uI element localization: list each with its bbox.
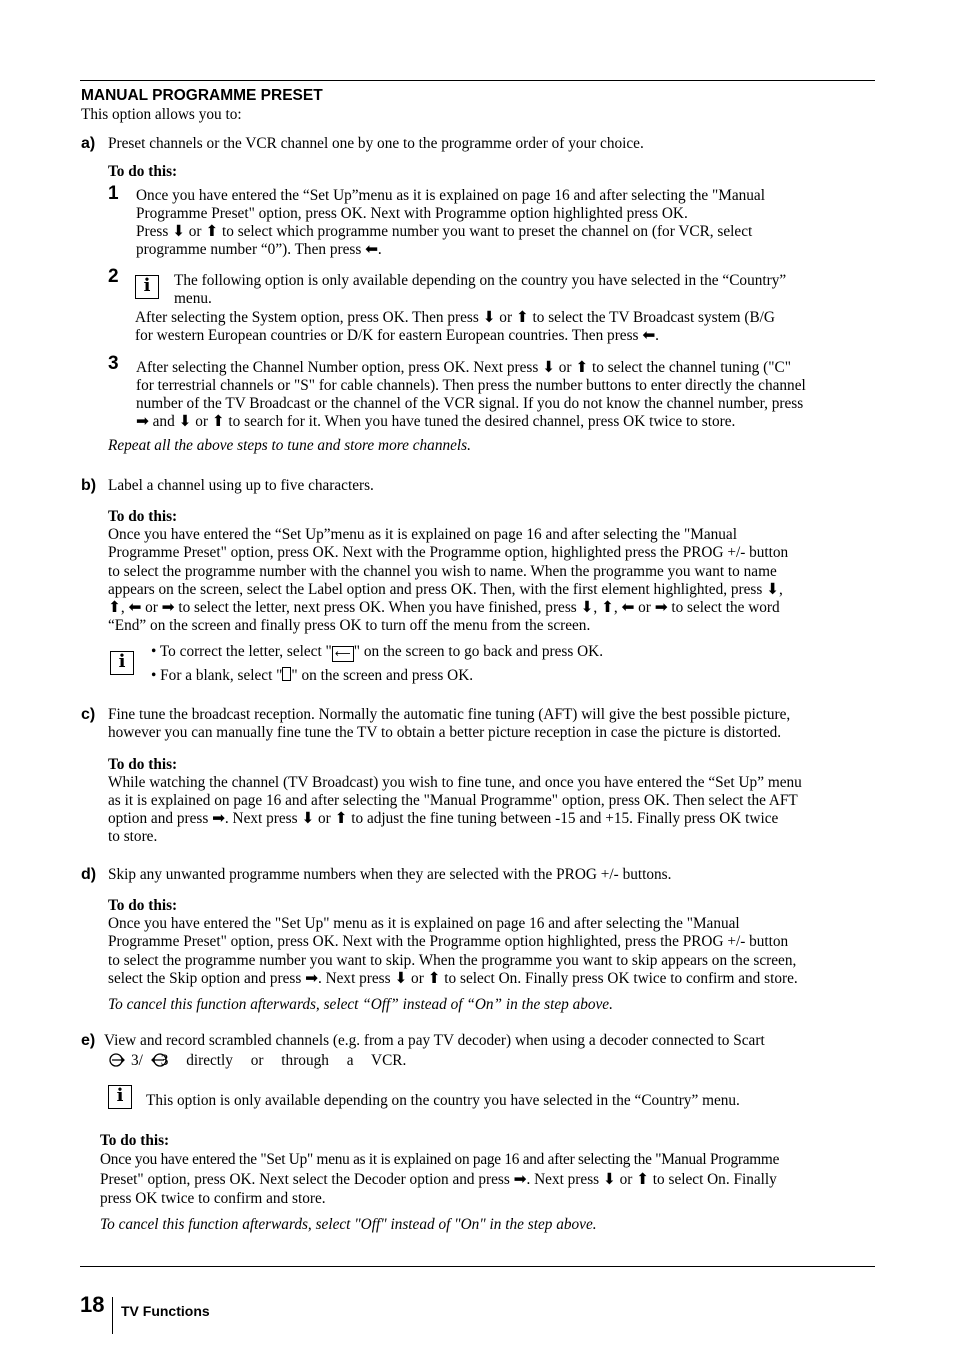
a-step1-line4: programme number “0”). Then press ⬅. [136, 241, 382, 258]
b-note-blank-end: " on the screen and press OK. [291, 667, 474, 684]
a-step1-line3: Press ⬇ or ⬆ to select which programme number you want to preset the channel on (for VCR, select [136, 223, 753, 240]
b-line5: ⬆, ⬅ or ➡ to select the letter, next press OK. When you have finished, press ⬇, ⬆, ⬅ or ➡ to select the word [108, 599, 780, 616]
e-todo-label: To do this: [100, 1132, 170, 1149]
e-text-line1: View and record scrambled channels (e.g. from a pay TV decoder) when using a decoder connected to Scart [104, 1032, 765, 1049]
d-line4: select the Skip option and press ➡. Next press ⬇ or ⬆ to select On. Finally press OK twice to confirm and store. [108, 970, 798, 987]
c-line1: While watching the channel (TV Broadcast) you wish to fine tune, and once you have entered the “Set Up” menu [108, 774, 802, 791]
top-rule [80, 80, 875, 81]
e-line1: Once you have entered the "Set Up" menu as it is explained on page 16 and after selecting the "Manual Programme [100, 1151, 780, 1168]
a-todo-label: To do this: [108, 163, 178, 180]
d-cancel-note: To cancel this function afterwards, select “Off” instead of “On” in the step above. [108, 996, 613, 1013]
b-note-blank-start: • For a blank, select " [151, 667, 283, 684]
e-text-line2: 3/ 3 directly or through a VCR. [131, 1052, 407, 1069]
a-step2-note-line1: The following option is only available depending on the country you have selected in the “Country” [174, 272, 787, 289]
page-number: 18 [80, 1292, 105, 1317]
a-step2-line1: After selecting the System option, press OK. Then press ⬇ or ⬆ to select the TV Broadcast system (B/G [135, 309, 775, 326]
a-step1-line2: Programme Preset" option, press OK. Next with Programme option highlighted press OK. [136, 205, 688, 222]
marker-b: b) [81, 477, 97, 494]
e-line2: Preset" option, press OK. Next select the Decoder option and press ➡. Next press ⬇ or ⬆ to select On. Finally [100, 1171, 777, 1188]
a-step2-line2: for western European countries or D/K for eastern European countries. Then press ⬅. [135, 327, 659, 344]
e-line3: press OK twice to confirm and store. [100, 1190, 326, 1207]
d-line1: Once you have entered the "Set Up" menu as it is explained on page 16 and after selecting the "Manual [108, 915, 740, 932]
d-line2: Programme Preset" option, press OK. Next with the Programme option highlighted, press the PROG +/- button [108, 933, 789, 950]
b-line1: Once you have entered the “Set Up”menu as it is explained on page 16 and after selecting the "Manual [108, 526, 737, 543]
marker-a: a) [81, 135, 96, 152]
a-text: Preset channels or the VCR channel one by one to the programme order of your choice. [108, 135, 644, 152]
b-todo-label: To do this: [108, 508, 178, 525]
b-note-correct-start: • To correct the letter, select " [151, 643, 332, 660]
c-text-line1: Fine tune the broadcast reception. Normally the automatic fine tuning (AFT) will give the best possible picture, [108, 706, 791, 723]
b-note-blank [151, 667, 473, 685]
d-line3: to select the programme number you want to skip. When the programme you want to skip appears on the screen, [108, 952, 797, 969]
b-line6: “End” on the screen and finally press OK to turn off the menu from the screen. [108, 617, 591, 634]
a-repeat-note: Repeat all the above steps to tune and store more channels. [108, 437, 471, 454]
a-step1-line1: Once you have entered the “Set Up”menu as it is explained on page 16 and after selecting the "Manual [136, 187, 765, 204]
info-icon: i [110, 651, 134, 675]
footer-section: TV Functions [121, 1303, 210, 1319]
e-note: This option is only available depending on the country you have selected in the “Country” menu. [146, 1092, 740, 1109]
a-step1-number: 1 [108, 183, 119, 204]
d-todo-label: To do this: [108, 897, 178, 914]
back-arrow-icon: ⟵ [332, 646, 354, 662]
marker-e: e) [81, 1032, 96, 1049]
section-title: MANUAL PROGRAMME PRESET [81, 87, 323, 104]
a-step3-line2: for terrestrial channels or "S" for cable channels). Then press the number buttons to enter directly the channel [136, 377, 806, 394]
c-line4: to store. [108, 828, 158, 845]
b-text: Label a channel using up to five characters. [108, 477, 374, 494]
a-step3-line4: ➡ and ⬇ or ⬆ to search for it. When you have tuned the desired channel, press OK twice to store. [136, 413, 736, 430]
b-line3: to select the programme number with the channel you wish to name. When the programme you want to name [108, 563, 777, 580]
marker-d: d) [81, 866, 97, 883]
e-cancel-note: To cancel this function afterwards, select "Off" instead of "On" in the step above. [100, 1216, 597, 1233]
b-line2: Programme Preset" option, press OK. Next with the Programme option, highlighted press the PROG +/- button [108, 544, 789, 561]
b-note-correct-end: " on the screen to go back and press OK. [353, 643, 604, 660]
marker-c: c) [81, 706, 96, 723]
bottom-rule [80, 1266, 875, 1267]
b-note-correct [151, 643, 603, 662]
a-step3-line3: number of the TV Broadcast or the channel of the VCR signal. If you do not know the channel number, press [136, 395, 804, 412]
c-line2: as it is explained on page 16 and after selecting the "Manual Programme" option, press OK. Then select the AFT [108, 792, 798, 809]
d-text: Skip any unwanted programme numbers when they are selected with the PROG +/- buttons. [108, 866, 672, 883]
intro-text: This option allows you to: [81, 106, 242, 123]
c-todo-label: To do this: [108, 756, 178, 773]
footer-divider [112, 1297, 113, 1334]
a-step3-number: 3 [108, 353, 119, 374]
info-icon: i [135, 275, 159, 299]
c-line3: option and press ➡. Next press ⬇ or ⬆ to adjust the fine tuning between -15 and +15. Finally press OK twice [108, 810, 779, 827]
b-line4: appears on the screen, select the Label option and press OK. Then, with the first element highlighted, press ⬇, [108, 581, 783, 598]
info-icon: i [108, 1085, 132, 1109]
a-step3-line1: After selecting the Channel Number option, press OK. Next press ⬇ or ⬆ to select the channel tuning ("C" [136, 359, 791, 376]
a-step2-number: 2 [108, 266, 119, 287]
scart-icon [108, 1053, 128, 1067]
c-text-line2: however you can manually fine tune the TV to obtain a better picture reception in case the picture is distorted. [108, 724, 782, 741]
a-step2-note-line2: menu. [174, 290, 212, 307]
